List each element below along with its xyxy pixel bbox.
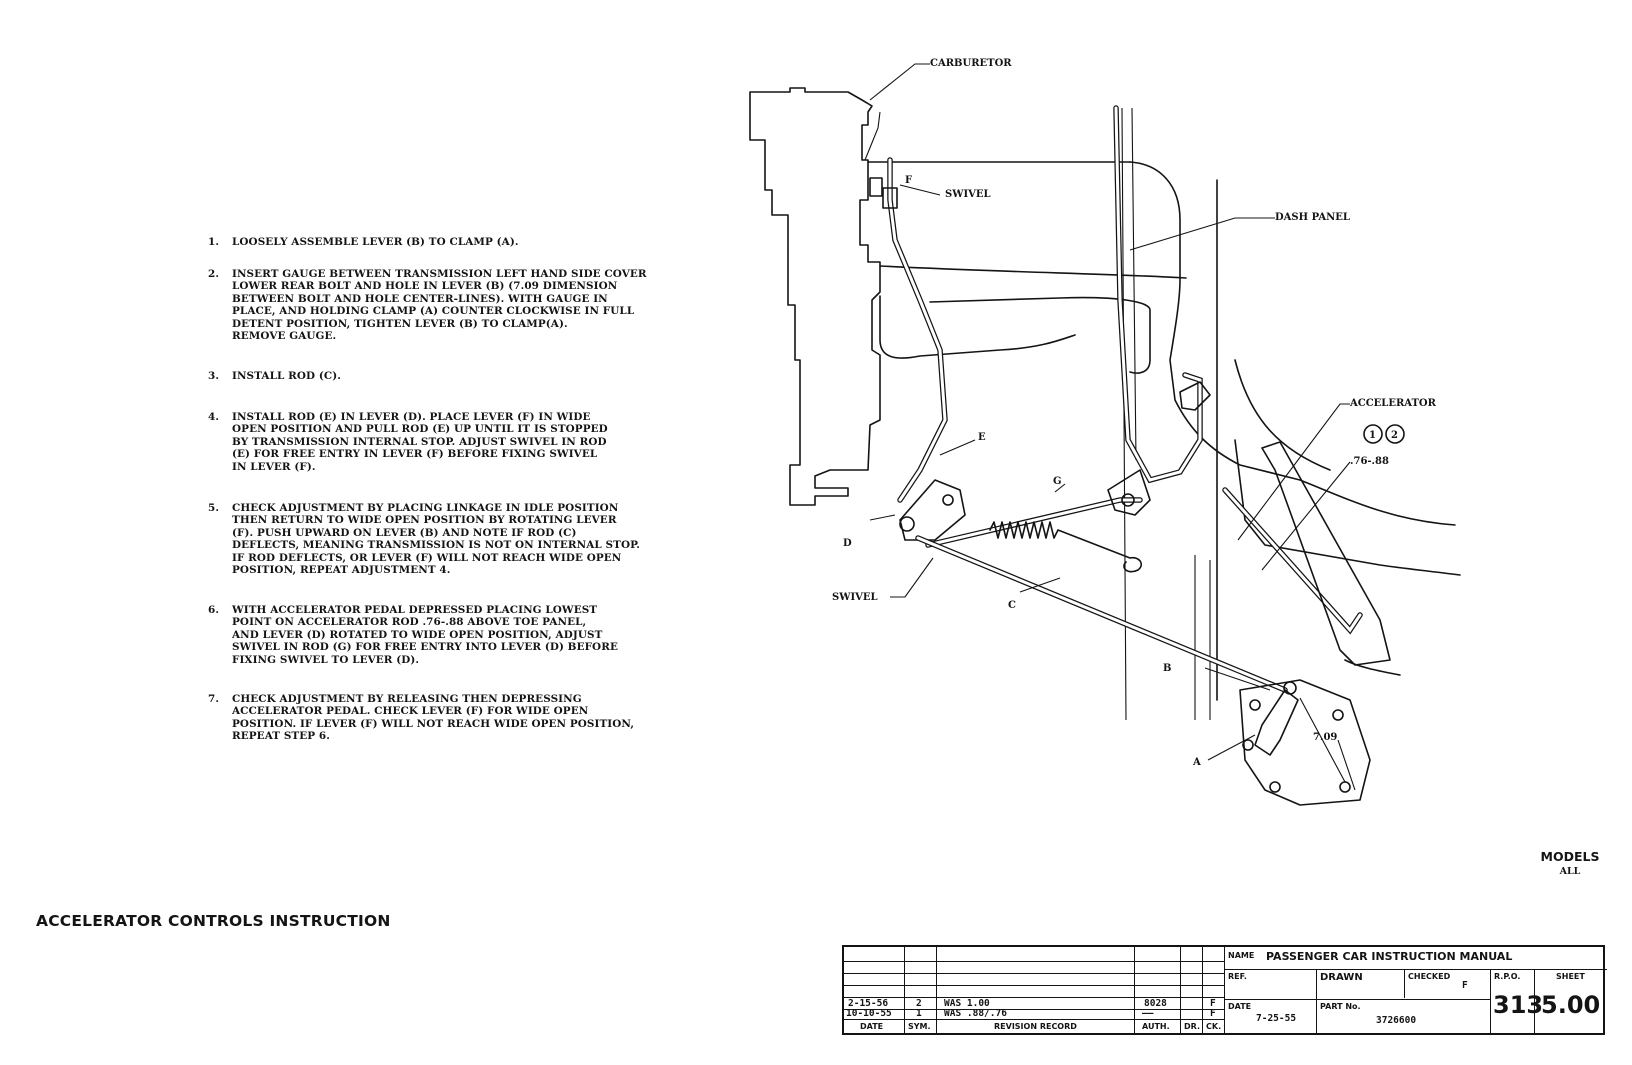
accelerator-vertical-rod bbox=[1116, 108, 1200, 480]
revision-row-1-auth: —— bbox=[1142, 1008, 1154, 1019]
header-dr: DR. bbox=[1184, 1022, 1200, 1031]
step-number: 5. bbox=[208, 502, 220, 514]
rod-e bbox=[890, 160, 945, 500]
models-value: ALL bbox=[1559, 866, 1581, 877]
header-ck: CK. bbox=[1206, 1022, 1222, 1031]
label-c: C bbox=[1008, 600, 1016, 611]
step-number: 7. bbox=[208, 693, 220, 705]
sheet-label: SHEET bbox=[1556, 972, 1585, 981]
revision-row-1-date: 10-10-55 bbox=[846, 1008, 892, 1019]
name-label: NAME bbox=[1228, 951, 1255, 960]
step-text: LOOSELY ASSEMBLE LEVER (B) TO CLAMP (A). bbox=[232, 236, 519, 248]
revision-row-2-sym: 2 bbox=[916, 998, 922, 1009]
step-text: INSERT GAUGE BETWEEN TRANSMISSION LEFT HAND SIDE COVER LOWER REAR BOLT AND HOLE IN LEVER (B) (7.09 DIMENSION BETWEEN BOLT AND HOLE CENTER-LINES). WITH GAUGE IN PLACE, AND HOLDING CLAMP (A) COUNTER CLOCKWISE IN FULL DETENT POSITION, TIGHTEN LEVER (B) TO CLAMP(A). REMOVE GAUGE. bbox=[232, 268, 647, 343]
ref-label: REF. bbox=[1228, 972, 1247, 981]
revision-row-1-sym: 1 bbox=[916, 1008, 922, 1019]
header-auth: AUTH. bbox=[1142, 1022, 1170, 1031]
label-f: F bbox=[905, 175, 913, 186]
header-date: DATE bbox=[860, 1022, 884, 1031]
label-g: G bbox=[1053, 476, 1062, 487]
lever-b-clamp-a bbox=[1255, 690, 1298, 755]
label-dim-709: 7.09 bbox=[1313, 732, 1338, 743]
rpo-value: 313 bbox=[1493, 991, 1544, 1019]
revision-row-2-record: WAS 1.00 bbox=[944, 998, 990, 1009]
revision-row-2-date: 2-15-56 bbox=[848, 998, 889, 1009]
date-label: DATE bbox=[1228, 1002, 1252, 1011]
revision-row-1-record: WAS .88/.76 bbox=[944, 1008, 1007, 1019]
step-text: INSTALL ROD (C). bbox=[232, 370, 341, 382]
revision-row-2-ck: F bbox=[1210, 998, 1216, 1009]
revision-row-2-auth: 8028 bbox=[1144, 998, 1167, 1009]
part-value: 3726600 bbox=[1376, 1015, 1417, 1026]
checked-label: CHECKED bbox=[1408, 972, 1451, 981]
step-text: INSTALL ROD (E) IN LEVER (D). PLACE LEVER (F) IN WIDE OPEN POSITION AND PULL ROD (E) UP UNTIL IT IS STOPPED BY TRANSMISSION INTERNAL STOP. ADJUST SWIVEL IN ROD (E) FOR FREE ENTRY IN LEVER (F) BEFORE FIXING SWIVEL IN LEVER (F). bbox=[232, 411, 608, 473]
name-value: PASSENGER CAR INSTRUCTION MANUAL bbox=[1266, 950, 1513, 963]
lever-f bbox=[870, 178, 882, 196]
date-value: 7-25-55 bbox=[1256, 1013, 1297, 1024]
revision-row-1-ck: F bbox=[1210, 1008, 1216, 1019]
header-sym: SYM. bbox=[908, 1022, 931, 1031]
step-number: 6. bbox=[208, 604, 220, 616]
models-label: MODELS bbox=[1540, 849, 1600, 864]
step-number: 2. bbox=[208, 268, 220, 280]
part-label: PART No. bbox=[1320, 1002, 1361, 1011]
circle-label-2: 2 bbox=[1391, 430, 1398, 441]
step-text: WITH ACCELERATOR PEDAL DEPRESSED PLACING LOWEST POINT ON ACCELERATOR ROD .76-.88 ABOVE TOE PANEL, AND LEVER (D) ROTATED TO WIDE OPEN POSITION, ADJUST SWIVEL IN ROD (G) FOR FREE ENTRY INTO LEVER (D) BEFORE FIXING SWIVEL TO LEVER (D). bbox=[232, 604, 618, 666]
label-dim-76-88: .76-.88 bbox=[1350, 456, 1389, 467]
checked-value: F bbox=[1462, 980, 1468, 991]
dash-panel-outline bbox=[1130, 162, 1460, 700]
return-spring bbox=[990, 522, 1141, 572]
drawn-label: DRAWN bbox=[1320, 972, 1363, 983]
step-text: CHECK ADJUSTMENT BY RELEASING THEN DEPRESSING ACCELERATOR PEDAL. CHECK LEVER (F) FOR WIDE OPEN POSITION. IF LEVER (F) WILL NOT REACH WIDE OPEN POSITION, REPEAT STEP 6. bbox=[232, 693, 635, 743]
engine-outline bbox=[750, 88, 880, 505]
label-a: A bbox=[1193, 757, 1201, 768]
label-carburetor: CARBURETOR bbox=[930, 58, 1012, 69]
engine-block-outline bbox=[868, 162, 1186, 373]
label-b: B bbox=[1163, 663, 1172, 674]
header-revision-record: REVISION RECORD bbox=[994, 1022, 1077, 1031]
label-dash-panel: DASH PANEL bbox=[1275, 212, 1350, 223]
label-swivel-top: SWIVEL bbox=[945, 189, 991, 200]
step-number: 1. bbox=[208, 236, 220, 248]
circle-label-1: 1 bbox=[1369, 430, 1376, 441]
step-text: CHECK ADJUSTMENT BY PLACING LINKAGE IN IDLE POSITION THEN RETURN TO WIDE OPEN POSITION BY ROTATING LEVER (F). PUSH UPWARD ON LEVER (B) AND NOTE IF ROD (C) DEFLECTS, MEANING TRANSMISSION IS NOT ON INTERNAL STOP. IF ROD DEFLECTS, OR LEVER (F) WILL NOT REACH WIDE OPEN POSITION, REPEAT ADJUSTMENT 4. bbox=[232, 502, 641, 577]
title-block bbox=[842, 945, 1605, 1035]
page-title: ACCELERATOR CONTROLS INSTRUCTION bbox=[36, 912, 391, 930]
step-number: 3. bbox=[208, 370, 220, 382]
sheet-value: 5.00 bbox=[1541, 991, 1601, 1019]
label-e: E bbox=[978, 432, 986, 443]
step-number: 4. bbox=[208, 411, 220, 423]
rpo-label: R.P.O. bbox=[1494, 972, 1521, 981]
label-accelerator: ACCELERATOR bbox=[1350, 398, 1436, 409]
label-d: D bbox=[843, 538, 852, 549]
label-swivel-bottom: SWIVEL bbox=[832, 592, 878, 603]
